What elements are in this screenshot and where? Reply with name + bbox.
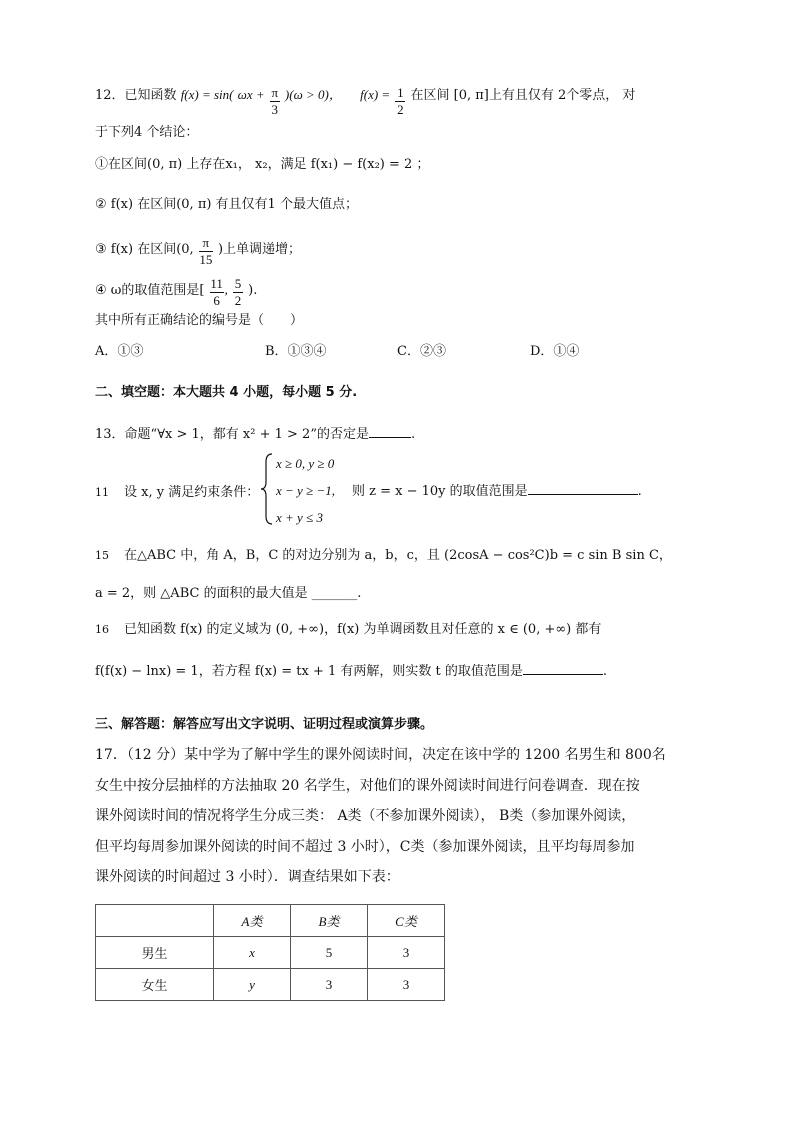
q12-option-2: ② f(x) 在区间(0, π) 有且仅有1 个最大值点； xyxy=(95,197,358,212)
q15-text-a: a = 2，则 △ABC 的面积的最大值是 xyxy=(95,586,308,601)
table-row xyxy=(96,937,445,969)
q12-option-3 xyxy=(95,233,301,266)
survey-table xyxy=(95,904,445,1001)
q12-choice-d: D．①④ xyxy=(530,344,580,359)
q12-choice-a: A．①③ xyxy=(95,344,144,359)
table-header-cell xyxy=(96,905,214,937)
q12-line1 xyxy=(95,79,636,117)
frac-numerator: π xyxy=(271,85,279,100)
q12-choice-b: B．①③④ xyxy=(265,344,327,359)
frac-denominator: 2 xyxy=(234,293,242,308)
q12-cond: )(ω > 0)， xyxy=(284,87,342,102)
q16-number: 16 xyxy=(95,623,109,636)
frac-denominator: 3 xyxy=(271,102,279,117)
frac-denominator: 15 xyxy=(199,252,213,267)
q16-line1: 已知函数 f(x) 的定义域为 (0, +∞)，f(x) 为单调函数且对任意的 x ∈ (0, +∞) 都有 xyxy=(124,622,602,637)
q12-func-arg: ωx + xyxy=(237,87,265,102)
q17-line5: 课外阅读的时间超过 3 小时）．调查结果如下表： xyxy=(95,869,400,885)
q12-prefix: 12．已知函数 xyxy=(95,88,177,103)
table-cell: x xyxy=(214,937,291,969)
frac-numerator: 1 xyxy=(397,85,404,100)
q12-line2: 于下列4 个结论： xyxy=(95,125,199,140)
table-cell: 3 xyxy=(291,969,368,1001)
opt4-frac-5-2 xyxy=(232,276,244,309)
q13-text: 13．命题“∀x > 1，都有 x² + 1 > 2”的否定是 xyxy=(95,427,369,442)
q17-line2: 女生中按分层抽样的方法抽取 20 名学生，对他们的课外阅读时间进行问卷调查．现在按 xyxy=(95,778,640,794)
table-cell: y xyxy=(214,969,291,1001)
frac-denominator: 2 xyxy=(397,102,404,117)
q14-constraint-2: x − y ≥ −1, xyxy=(276,483,335,498)
q14-answer-blank[interactable] xyxy=(528,482,638,495)
table-cell: 3 xyxy=(368,937,445,969)
table-header-cell: C类 xyxy=(368,905,445,937)
q16-answer-blank[interactable] xyxy=(523,662,603,675)
table-header-row xyxy=(96,905,445,937)
opt3-pi-over-15 xyxy=(198,235,214,268)
q15-end: . xyxy=(357,586,362,601)
q13-line xyxy=(95,425,415,444)
q14-constraint-3: x + y ≤ 3 xyxy=(276,510,323,525)
q15-number: 15 xyxy=(95,549,109,562)
opt4-text-a: ④ ω的取值范围是[ xyxy=(95,283,205,298)
table-cell: 3 xyxy=(368,969,445,1001)
table-cell: 男生 xyxy=(96,937,214,969)
table-cell: 女生 xyxy=(96,969,214,1001)
constraint-brace xyxy=(260,452,274,526)
table-cell: 5 xyxy=(291,937,368,969)
q14-text-a: 设 x, y 满足约束条件： xyxy=(124,485,260,500)
q14-line-b xyxy=(352,482,642,501)
q12-interval-text: 在区间 [0, π]上有且仅有 2个零点， 对 xyxy=(410,88,636,103)
q16-end: . xyxy=(602,664,608,679)
q15-line1: 在△ABC 中，角 A，B，C 的对边分别为 a，b，c，且 (2cosA − cos²C)b = c sin B sin C， xyxy=(124,548,672,563)
q15-line2 xyxy=(95,585,361,603)
opt4-frac-11-6 xyxy=(209,276,225,309)
table-header-cell: B类 xyxy=(291,905,368,937)
frac-numerator: π xyxy=(202,235,210,250)
q12-half xyxy=(394,85,406,118)
q12-choice-c: C．②③ xyxy=(397,344,446,359)
section2-title: 二、填空题：本大题共 4 小题，每小题 5 分. xyxy=(95,385,358,400)
section3-title: 三、解答题：解答应写出文字说明、证明过程或演算步骤。 xyxy=(95,717,434,732)
q14-text-b: 则 z = x − 10y 的取值范围是 xyxy=(352,484,528,499)
q12-question: 其中所有正确结论的编号是（ ） xyxy=(95,313,304,328)
q13-answer-blank[interactable] xyxy=(369,425,411,438)
frac-numerator: 5 xyxy=(234,276,242,291)
opt4-text-b: ). xyxy=(248,283,258,298)
q12-option-1: ①在区间(0, π) 上存在x₁， x₂，满足 f(x₁) − f(x₂) = 2 ； xyxy=(95,157,430,172)
q12-f-eq: f(x) = xyxy=(360,87,391,102)
q14-end: . xyxy=(637,484,642,499)
opt3-text-a: ③ f(x) 在区间(0, xyxy=(95,242,194,257)
table-header-cell: A类 xyxy=(214,905,291,937)
q16-text-a: f(f(x) − lnx) = 1，若方程 f(x) = tx + 1 有两解，则实数 t 的取值范围是 xyxy=(95,664,523,679)
frac-numerator: 11 xyxy=(210,276,223,291)
q14-number: 11 xyxy=(95,486,109,499)
q17-line3: 课外阅读时间的情况将学生分成三类： A类（不参加课外阅读）， B类（参加课外阅读， xyxy=(95,808,636,824)
q12-func-lhs: f(x) = sin( xyxy=(180,87,234,102)
frac-denominator: 6 xyxy=(213,293,220,308)
q13-end: . xyxy=(410,427,416,442)
q12-pi-over-3 xyxy=(269,85,281,118)
q17-line1: 17．（12 分）某中学为了解中学生的课外阅读时间，决定在该中学的 1200 名男生和 800名 xyxy=(95,747,666,763)
q12-option-4: ④ ω的取值范围是[ $\frac{11}{6}$ , $\frac{5}{2}$ ). xyxy=(95,276,258,308)
q14-constraint-1: x ≥ 0, y ≥ 0 xyxy=(276,456,335,471)
q17-line4: 但平均每周参加课外阅读的时间不超过 3 小时），C类（参加课外阅读，且平均每周参加 xyxy=(95,839,635,855)
table-row xyxy=(96,969,445,1001)
q15-answer-blank[interactable]: _______ xyxy=(311,586,358,601)
opt3-text-b: )上单调递增； xyxy=(217,242,302,257)
q16-line2 xyxy=(95,662,607,681)
